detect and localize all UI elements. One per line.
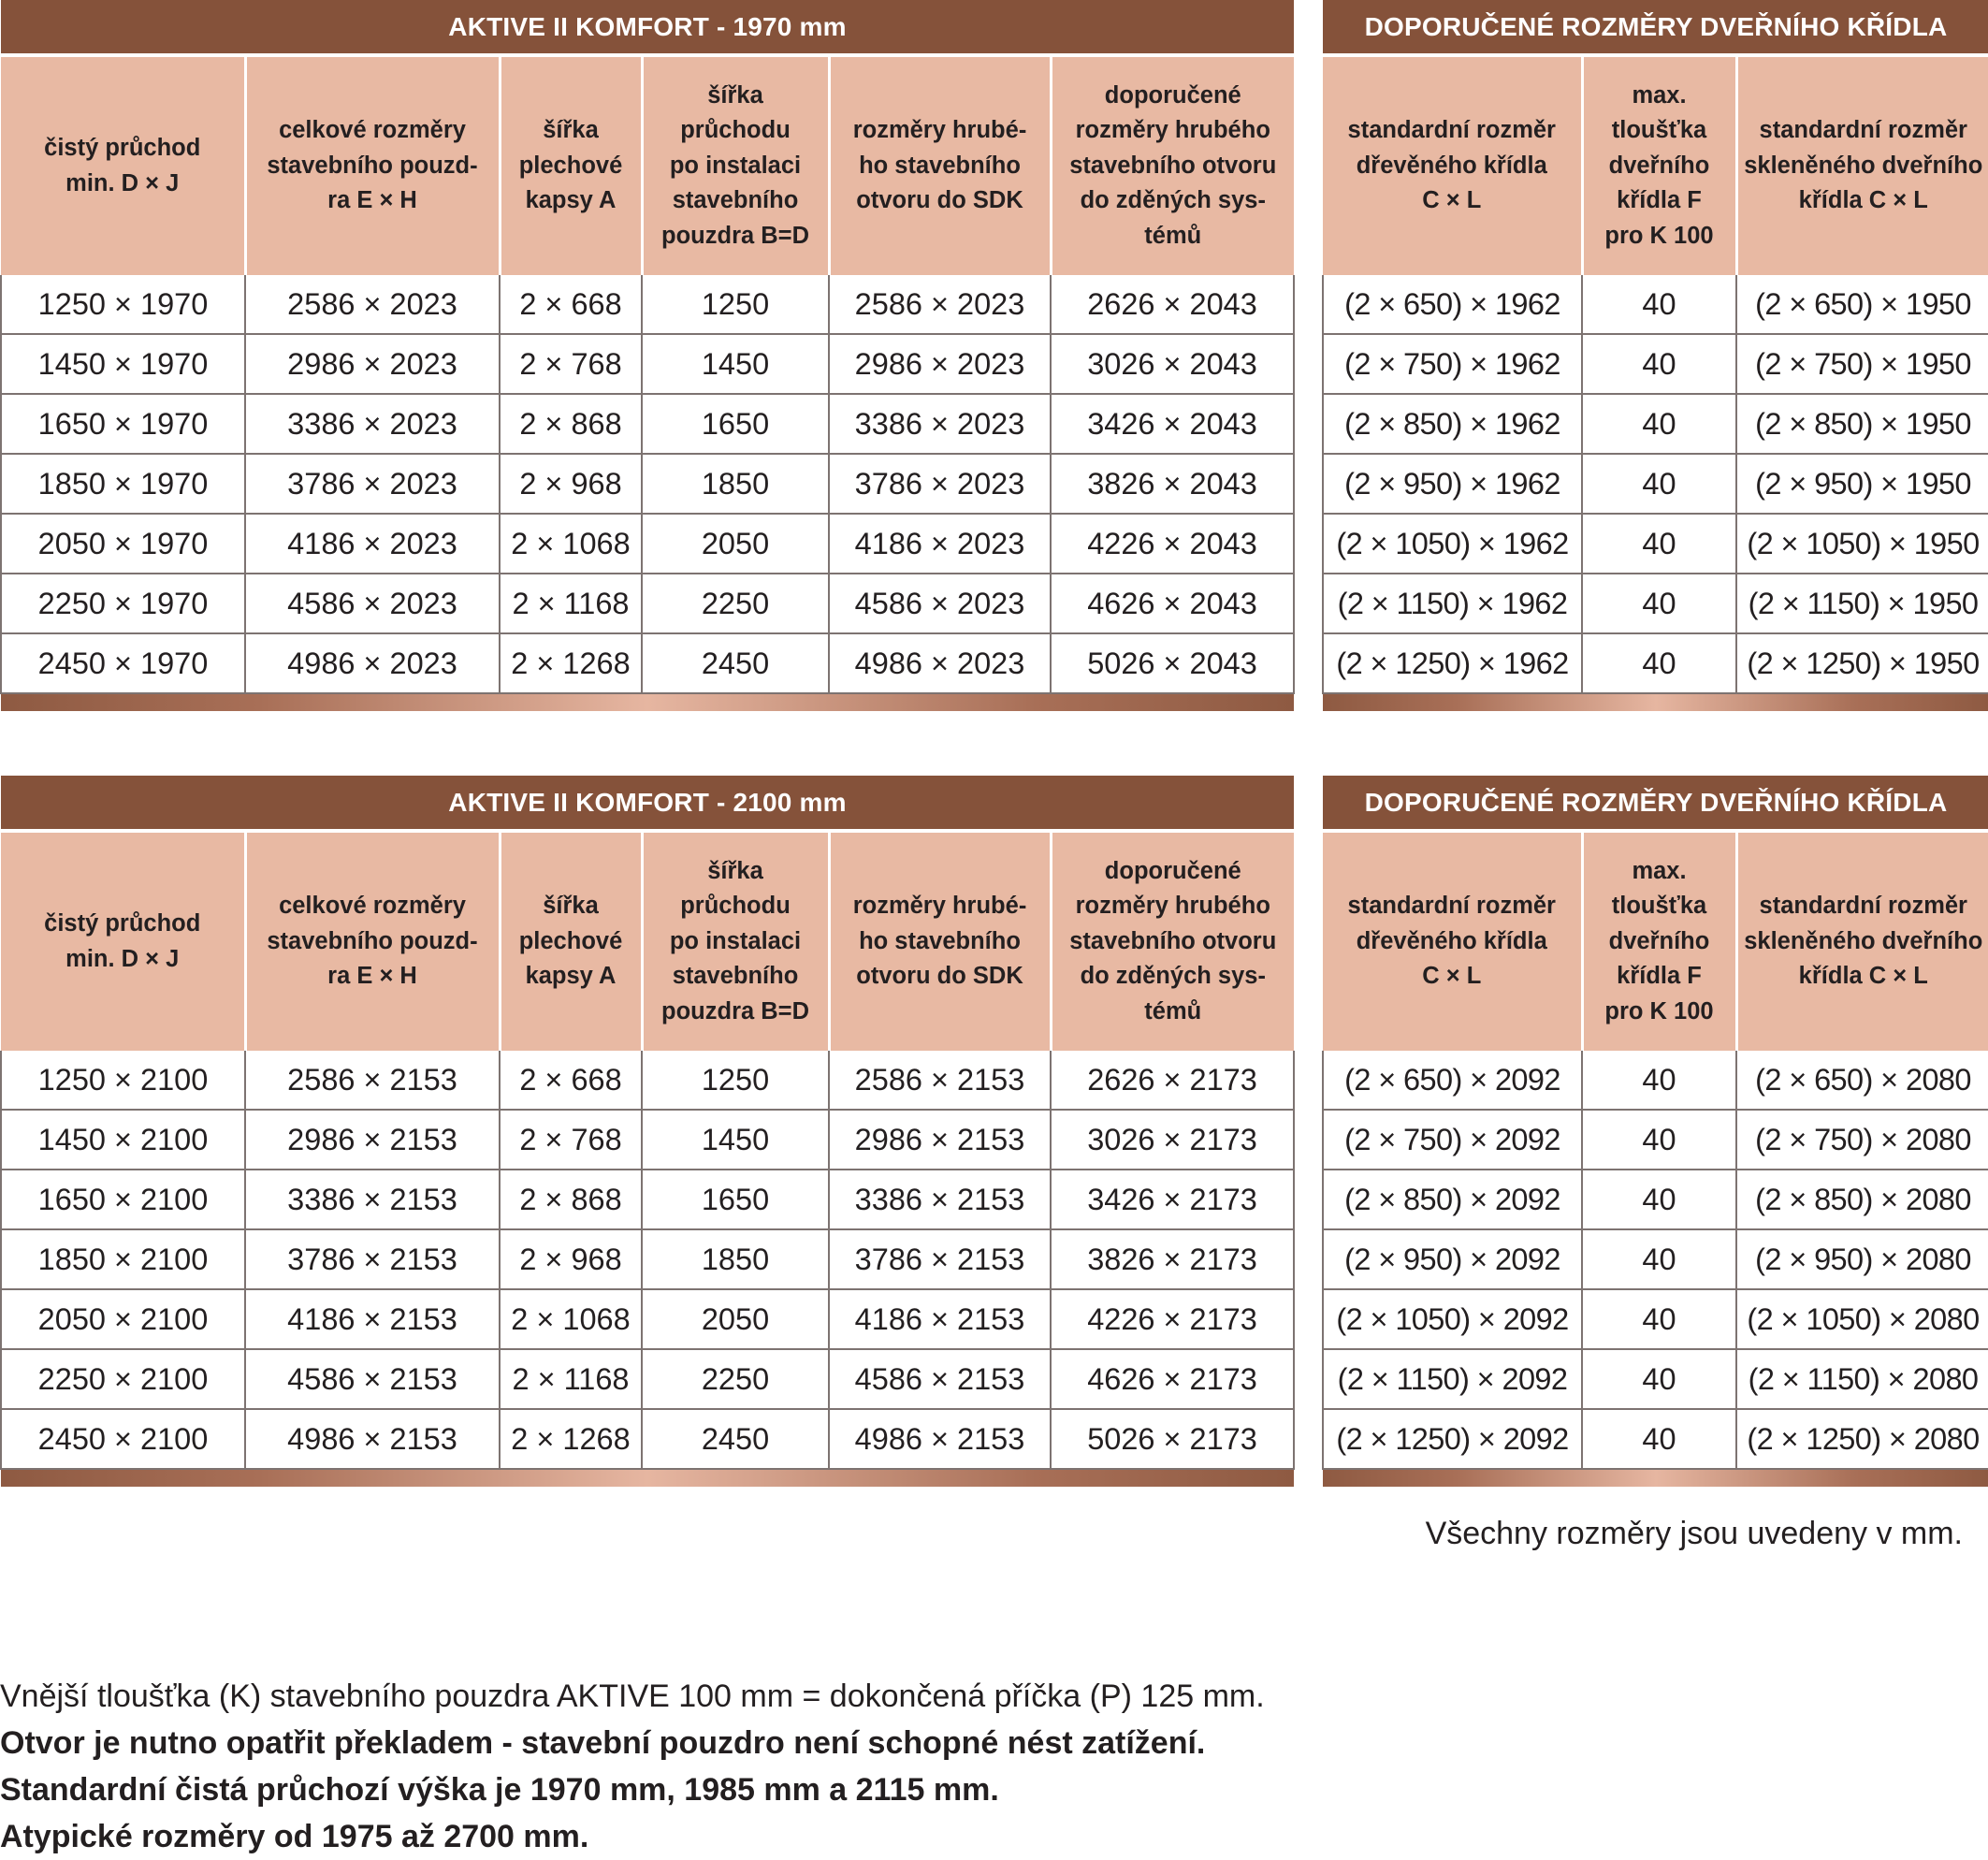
table-cell: 2250 × 1970 [1,574,245,633]
table-row [1,454,1294,514]
table-cell: (2 × 1250) × 1962 [1323,633,1582,693]
table-cell: 3026 × 2043 [1051,334,1294,394]
table-row [1323,514,1988,574]
col-header-overall-dimensions: celkové rozměry stavebního pouzd- ra E × H [245,833,500,1051]
table-row [1323,454,1988,514]
table-cell: 40 [1582,334,1736,394]
table-cell: (2 × 1050) × 2092 [1323,1289,1582,1349]
col-header-overall-dimensions: celkové rozměry stavebního pouzd- ra E × H [245,57,500,275]
table-cell: 1250 × 1970 [1,275,245,334]
table-cell: 2050 [642,1289,829,1349]
table-row [1,394,1294,454]
table-cell: (2 × 850) × 1950 [1736,394,1988,454]
table-cell: 1650 [642,1170,829,1229]
table-cell: (2 × 750) × 2092 [1323,1110,1582,1170]
table-cell: (2 × 850) × 2080 [1736,1170,1988,1229]
table-cell: 4986 × 2153 [829,1409,1051,1469]
table-cell: 3026 × 2173 [1051,1110,1294,1170]
table-cell: 1650 × 2100 [1,1170,245,1229]
table-cell: 40 [1582,454,1736,514]
table-cell: 40 [1582,574,1736,633]
table-row [1,334,1294,394]
col-header-wood-leaf: standardní rozměr dřevěného křídla C × L [1323,833,1582,1051]
table-cell: 1650 [642,394,829,454]
table-cell: 1650 × 1970 [1,394,245,454]
table-cell: 2 × 1168 [500,1349,642,1409]
table-row [1323,1349,1988,1409]
table-cell: (2 × 950) × 1950 [1736,454,1988,514]
col-header-clear-passage: čistý průchod min. D × J [1,833,245,1051]
side-header-row [1323,57,1988,275]
table-row [1323,1289,1988,1349]
table-row [1323,1051,1988,1110]
table-cell: (2 × 650) × 1962 [1323,275,1582,334]
table-cell: 4186 × 2153 [245,1289,500,1349]
col-header-wood-leaf: standardní rozměr dřevěného křídla C × L [1323,57,1582,275]
main-table-1970 [0,0,1295,711]
table-cell: 5026 × 2173 [1051,1409,1294,1469]
side-header-row [1323,833,1988,1051]
table-row [1323,1409,1988,1469]
table-cell: 2250 [642,574,829,633]
table-cell: 1250 [642,275,829,334]
table-cell: (2 × 1150) × 2080 [1736,1349,1988,1409]
units-note: Všechny rozměry jsou uvedeny v mm. [1425,1516,1963,1551]
table-cell: 40 [1582,1289,1736,1349]
table-cell: 2450 × 1970 [1,633,245,693]
side-table-title: DOPORUČENÉ ROZMĚRY DVEŘNÍHO KŘÍDLA [1323,776,1988,829]
table-cell: (2 × 650) × 2080 [1736,1051,1988,1110]
table-row [1,1110,1294,1170]
table-cell: 3786 × 2153 [245,1229,500,1289]
table-cell: 40 [1582,394,1736,454]
table-cell: (2 × 750) × 2080 [1736,1110,1988,1170]
table-row [1323,633,1988,693]
table-cell: (2 × 1250) × 2092 [1323,1409,1582,1469]
table-cell: (2 × 750) × 1962 [1323,334,1582,394]
table-cell: 3386 × 2023 [245,394,500,454]
table-cell: 40 [1582,1051,1736,1110]
table-cell: 2626 × 2043 [1051,275,1294,334]
table-cell: 2 × 1068 [500,1289,642,1349]
footer-line-atypical: Atypické rozměry od 1975 až 2700 mm. [0,1819,589,1854]
table-cell: (2 × 850) × 1962 [1323,394,1582,454]
table-cell: 40 [1582,514,1736,574]
table-cell: 40 [1582,1110,1736,1170]
table-cell: 4226 × 2173 [1051,1289,1294,1349]
col-header-passage-width: šířka průchodu po instalaci stavebního pouzdra B=D [642,833,829,1051]
table-cell: (2 × 650) × 2092 [1323,1051,1582,1110]
table-row [1323,574,1988,633]
table-cell: 2 × 1068 [500,514,642,574]
table-cell: 3426 × 2173 [1051,1170,1294,1229]
table-cell: 2 × 868 [500,1170,642,1229]
table-cell: 4586 × 2153 [245,1349,500,1409]
table-row [1323,1170,1988,1229]
table-cell: (2 × 1250) × 1950 [1736,633,1988,693]
table-cell: 1850 [642,1229,829,1289]
table-cell: 3426 × 2043 [1051,394,1294,454]
table-cell: 2050 × 2100 [1,1289,245,1349]
table-cell: (2 × 1150) × 1950 [1736,574,1988,633]
table-row [1,1170,1294,1229]
col-header-max-thickness: max. tloušťka dveřního křídla F pro K 100 [1582,833,1736,1051]
table-cell: (2 × 650) × 1950 [1736,275,1988,334]
table-cell: (2 × 850) × 2092 [1323,1170,1582,1229]
table-cell: 2250 [642,1349,829,1409]
table-cell: (2 × 1050) × 2080 [1736,1289,1988,1349]
table-cell: 3826 × 2043 [1051,454,1294,514]
table-cell: 2986 × 2153 [829,1110,1051,1170]
table-cell: 2 × 668 [500,1051,642,1110]
col-header-glass-leaf: standardní rozměr skleněného dveřního křídla C × L [1736,833,1988,1051]
table-cell: 2986 × 2153 [245,1110,500,1170]
table-cell: (2 × 1050) × 1962 [1323,514,1582,574]
table-cell: 1450 [642,1110,829,1170]
table-row [1,1289,1294,1349]
table-cell: (2 × 1150) × 1962 [1323,574,1582,633]
col-header-clear-passage: čistý průchod min. D × J [1,57,245,275]
table-footer-bar [1323,693,1988,711]
table-cell: (2 × 1150) × 2092 [1323,1349,1582,1409]
table-cell: 40 [1582,1229,1736,1289]
side-table-1970 [1322,0,1988,711]
table-cell: 4586 × 2153 [829,1349,1051,1409]
table-cell: 1450 × 1970 [1,334,245,394]
table-cell: 1450 [642,334,829,394]
table-row [1,1409,1294,1469]
col-header-rough-opening-masonry: doporučené rozměry hrubého stavebního otvoru do zděných sys- témů [1051,833,1294,1051]
table-row [1,1051,1294,1110]
table-cell: 2986 × 2023 [245,334,500,394]
table-cell: 2450 [642,633,829,693]
table-row [1,1229,1294,1289]
table-cell: 1850 [642,454,829,514]
table-cell: 3826 × 2173 [1051,1229,1294,1289]
table-cell: 3386 × 2153 [245,1170,500,1229]
main-table-title: AKTIVE II KOMFORT - 2100 mm [1,776,1294,829]
table-cell: 1850 × 1970 [1,454,245,514]
table-cell: 40 [1582,1409,1736,1469]
table-row [1,1349,1294,1409]
table-cell: 2 × 968 [500,454,642,514]
col-header-rough-opening-sdk: rozměry hrubé- ho stavebního otvoru do SDK [829,57,1051,275]
table-cell: 2 × 968 [500,1229,642,1289]
table-cell: 4626 × 2043 [1051,574,1294,633]
main-header-row [1,57,1294,275]
side-table-title: DOPORUČENÉ ROZMĚRY DVEŘNÍHO KŘÍDLA [1323,0,1988,53]
table-cell: 1450 × 2100 [1,1110,245,1170]
footer-notes [0,1673,1265,1860]
table-cell: 4586 × 2023 [245,574,500,633]
table-cell: 40 [1582,275,1736,334]
table-footer-bar [1,693,1294,711]
col-header-rough-opening-sdk: rozměry hrubé- ho stavebního otvoru do SDK [829,833,1051,1051]
table-cell: 2450 × 2100 [1,1409,245,1469]
main-table-title: AKTIVE II KOMFORT - 1970 mm [1,0,1294,53]
table-row [1,633,1294,693]
table-cell: 2 × 868 [500,394,642,454]
table-cell: 3386 × 2153 [829,1170,1051,1229]
col-header-glass-leaf: standardní rozměr skleněného dveřního křídla C × L [1736,57,1988,275]
table-cell: 40 [1582,633,1736,693]
table-cell: 3786 × 2153 [829,1229,1051,1289]
col-header-passage-width: šířka průchodu po instalaci stavebního pouzdra B=D [642,57,829,275]
table-row [1,574,1294,633]
table-cell: 2 × 1268 [500,1409,642,1469]
table-cell: (2 × 1250) × 2080 [1736,1409,1988,1469]
table-row [1,514,1294,574]
main-header-row [1,833,1294,1051]
table-cell: 4186 × 2023 [829,514,1051,574]
table-cell: 40 [1582,1170,1736,1229]
table-cell: 2586 × 2153 [829,1051,1051,1110]
table-cell: 2 × 1268 [500,633,642,693]
col-header-pocket-width: šířka plechové kapsy A [500,833,642,1051]
table-cell: 2050 × 1970 [1,514,245,574]
table-cell: 3786 × 2023 [829,454,1051,514]
table-cell: 1250 × 2100 [1,1051,245,1110]
table-cell: 2986 × 2023 [829,334,1051,394]
table-cell: 2586 × 2023 [829,275,1051,334]
table-cell: 2626 × 2173 [1051,1051,1294,1110]
table-cell: 4186 × 2153 [829,1289,1051,1349]
table-cell: (2 × 1050) × 1950 [1736,514,1988,574]
table-cell: 40 [1582,1349,1736,1409]
table-cell: 5026 × 2043 [1051,633,1294,693]
table-cell: 4986 × 2023 [245,633,500,693]
table-cell: (2 × 950) × 1962 [1323,454,1582,514]
table-cell: 4186 × 2023 [245,514,500,574]
col-header-rough-opening-masonry: doporučené rozměry hrubého stavebního otvoru do zděných sys- témů [1051,57,1294,275]
table-cell: 2 × 768 [500,334,642,394]
table-row [1323,1110,1988,1170]
footer-line-standard-height: Standardní čistá průchozí výška je 1970 mm, 1985 mm a 2115 mm. [0,1772,999,1808]
table-row [1323,394,1988,454]
table-cell: 1850 × 2100 [1,1229,245,1289]
footer-line-lintel: Otvor je nutno opatřit překladem - stavební pouzdro není schopné nést zatížení. [0,1725,1206,1761]
table-cell: 4626 × 2173 [1051,1349,1294,1409]
table-cell: (2 × 950) × 2080 [1736,1229,1988,1289]
table-row [1323,334,1988,394]
table-cell: 4986 × 2023 [829,633,1051,693]
table-cell: 2250 × 2100 [1,1349,245,1409]
table-cell: 4226 × 2043 [1051,514,1294,574]
side-table-2100 [1322,776,1988,1487]
table-cell: 2 × 668 [500,275,642,334]
table-cell: 2586 × 2153 [245,1051,500,1110]
table-cell: 3386 × 2023 [829,394,1051,454]
table-footer-bar [1,1469,1294,1487]
table-cell: 4586 × 2023 [829,574,1051,633]
col-header-max-thickness: max. tloušťka dveřního křídla F pro K 100 [1582,57,1736,275]
table-cell: 3786 × 2023 [245,454,500,514]
footer-line-thickness: Vnější tloušťka (K) stavebního pouzdra AKTIVE 100 mm = dokončená příčka (P) 125 mm. [0,1678,1265,1714]
table-row [1323,275,1988,334]
table-row [1323,1229,1988,1289]
table-cell: 2050 [642,514,829,574]
table-cell: 2 × 768 [500,1110,642,1170]
table-cell: 2 × 1168 [500,574,642,633]
table-cell: (2 × 950) × 2092 [1323,1229,1582,1289]
table-cell: (2 × 750) × 1950 [1736,334,1988,394]
table-cell: 2450 [642,1409,829,1469]
col-header-pocket-width: šířka plechové kapsy A [500,57,642,275]
table-cell: 4986 × 2153 [245,1409,500,1469]
table-footer-bar [1323,1469,1988,1487]
table-cell: 1250 [642,1051,829,1110]
main-table-2100 [0,776,1295,1487]
table-row [1,275,1294,334]
table-cell: 2586 × 2023 [245,275,500,334]
